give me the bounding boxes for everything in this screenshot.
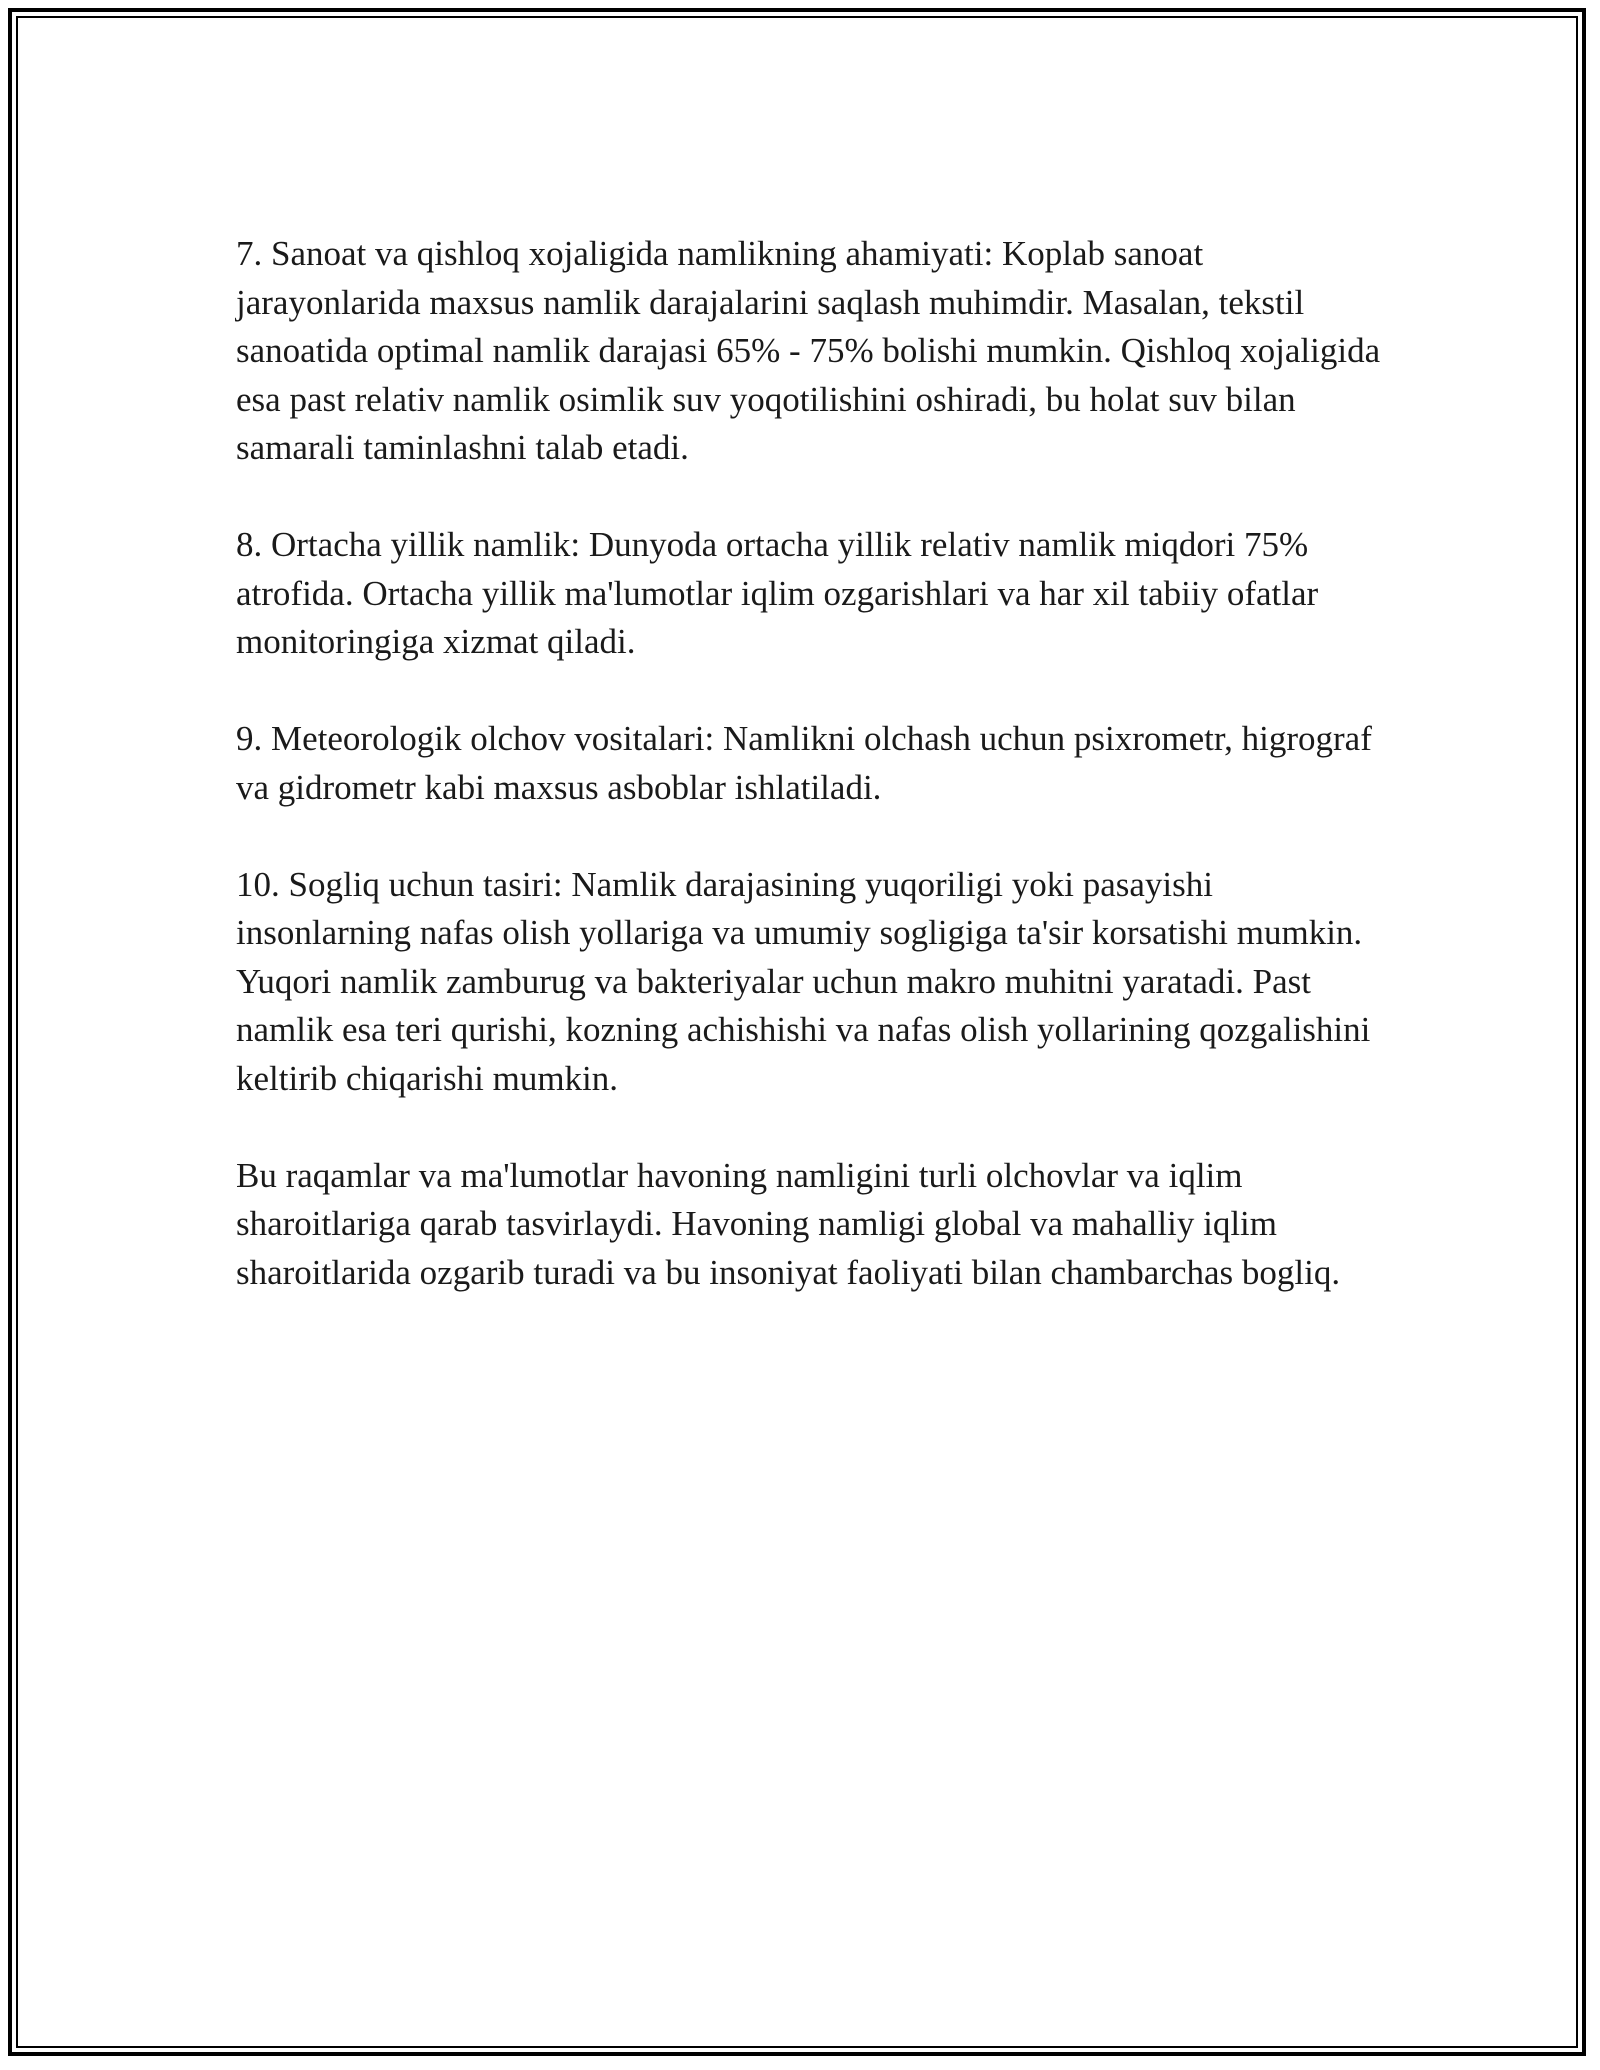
paragraph-annual-humidity: 8. Ortacha yillik namlik: Dunyoda ortacha yillik relativ namlik miqdori 75% atrofida. Ortacha yillik ma'lumotlar iqlim ozgarishlari va har xil tabiiy ofatlar monitoringiga xizmat qiladi. — [236, 525, 1319, 661]
paragraph-measuring-instruments: 9. Meteorologik olchov vositalari: Namlikni olchash uchun psixrometr, higrograf va gidrometr kabi maxsus asboblar ishlatiladi. — [236, 719, 1372, 807]
paragraph-health-impact: 10. Sogliq uchun tasiri: Namlik darajasining yuqoriligi yoki pasayishi insonlarning nafas olish yollariga va umumiy sogligiga ta'sir korsatishi mumkin. Yuqori namlik zamburug va bakteriyalar uchun makro muhitni yaratadi. Past namlik esa teri qurishi, kozning achishishi va nafas olish yollarining qozgalishini keltirib chiqarishi mumkin. — [236, 864, 1371, 1098]
document-body — [236, 230, 1396, 1346]
paragraph-conclusion: Bu raqamlar va ma'lumotlar havoning namligini turli olchovlar va iqlim sharoitlariga qarab tasvirlaydi. Havoning namligi global va mahalliy iqlim sharoitlarida ozgarib turadi va bu insoniyat faoliyati bilan chambarchas bogliq. — [236, 1155, 1341, 1292]
paragraph-industry-agriculture: 7. Sanoat va qishloq xojaligida namlikning ahamiyati: Koplab sanoat jarayonlarida maxsus namlik darajalarini saqlash muhimdir. Masalan, tekstil sanoatida optimal namlik darajasi 65% - 75% bolishi mumkin. Qishloq xojaligida esa past relativ namlik osimlik suv yoqotilishini oshiradi, bu holat suv bilan samarali taminlashni talab etadi. — [236, 234, 1381, 467]
